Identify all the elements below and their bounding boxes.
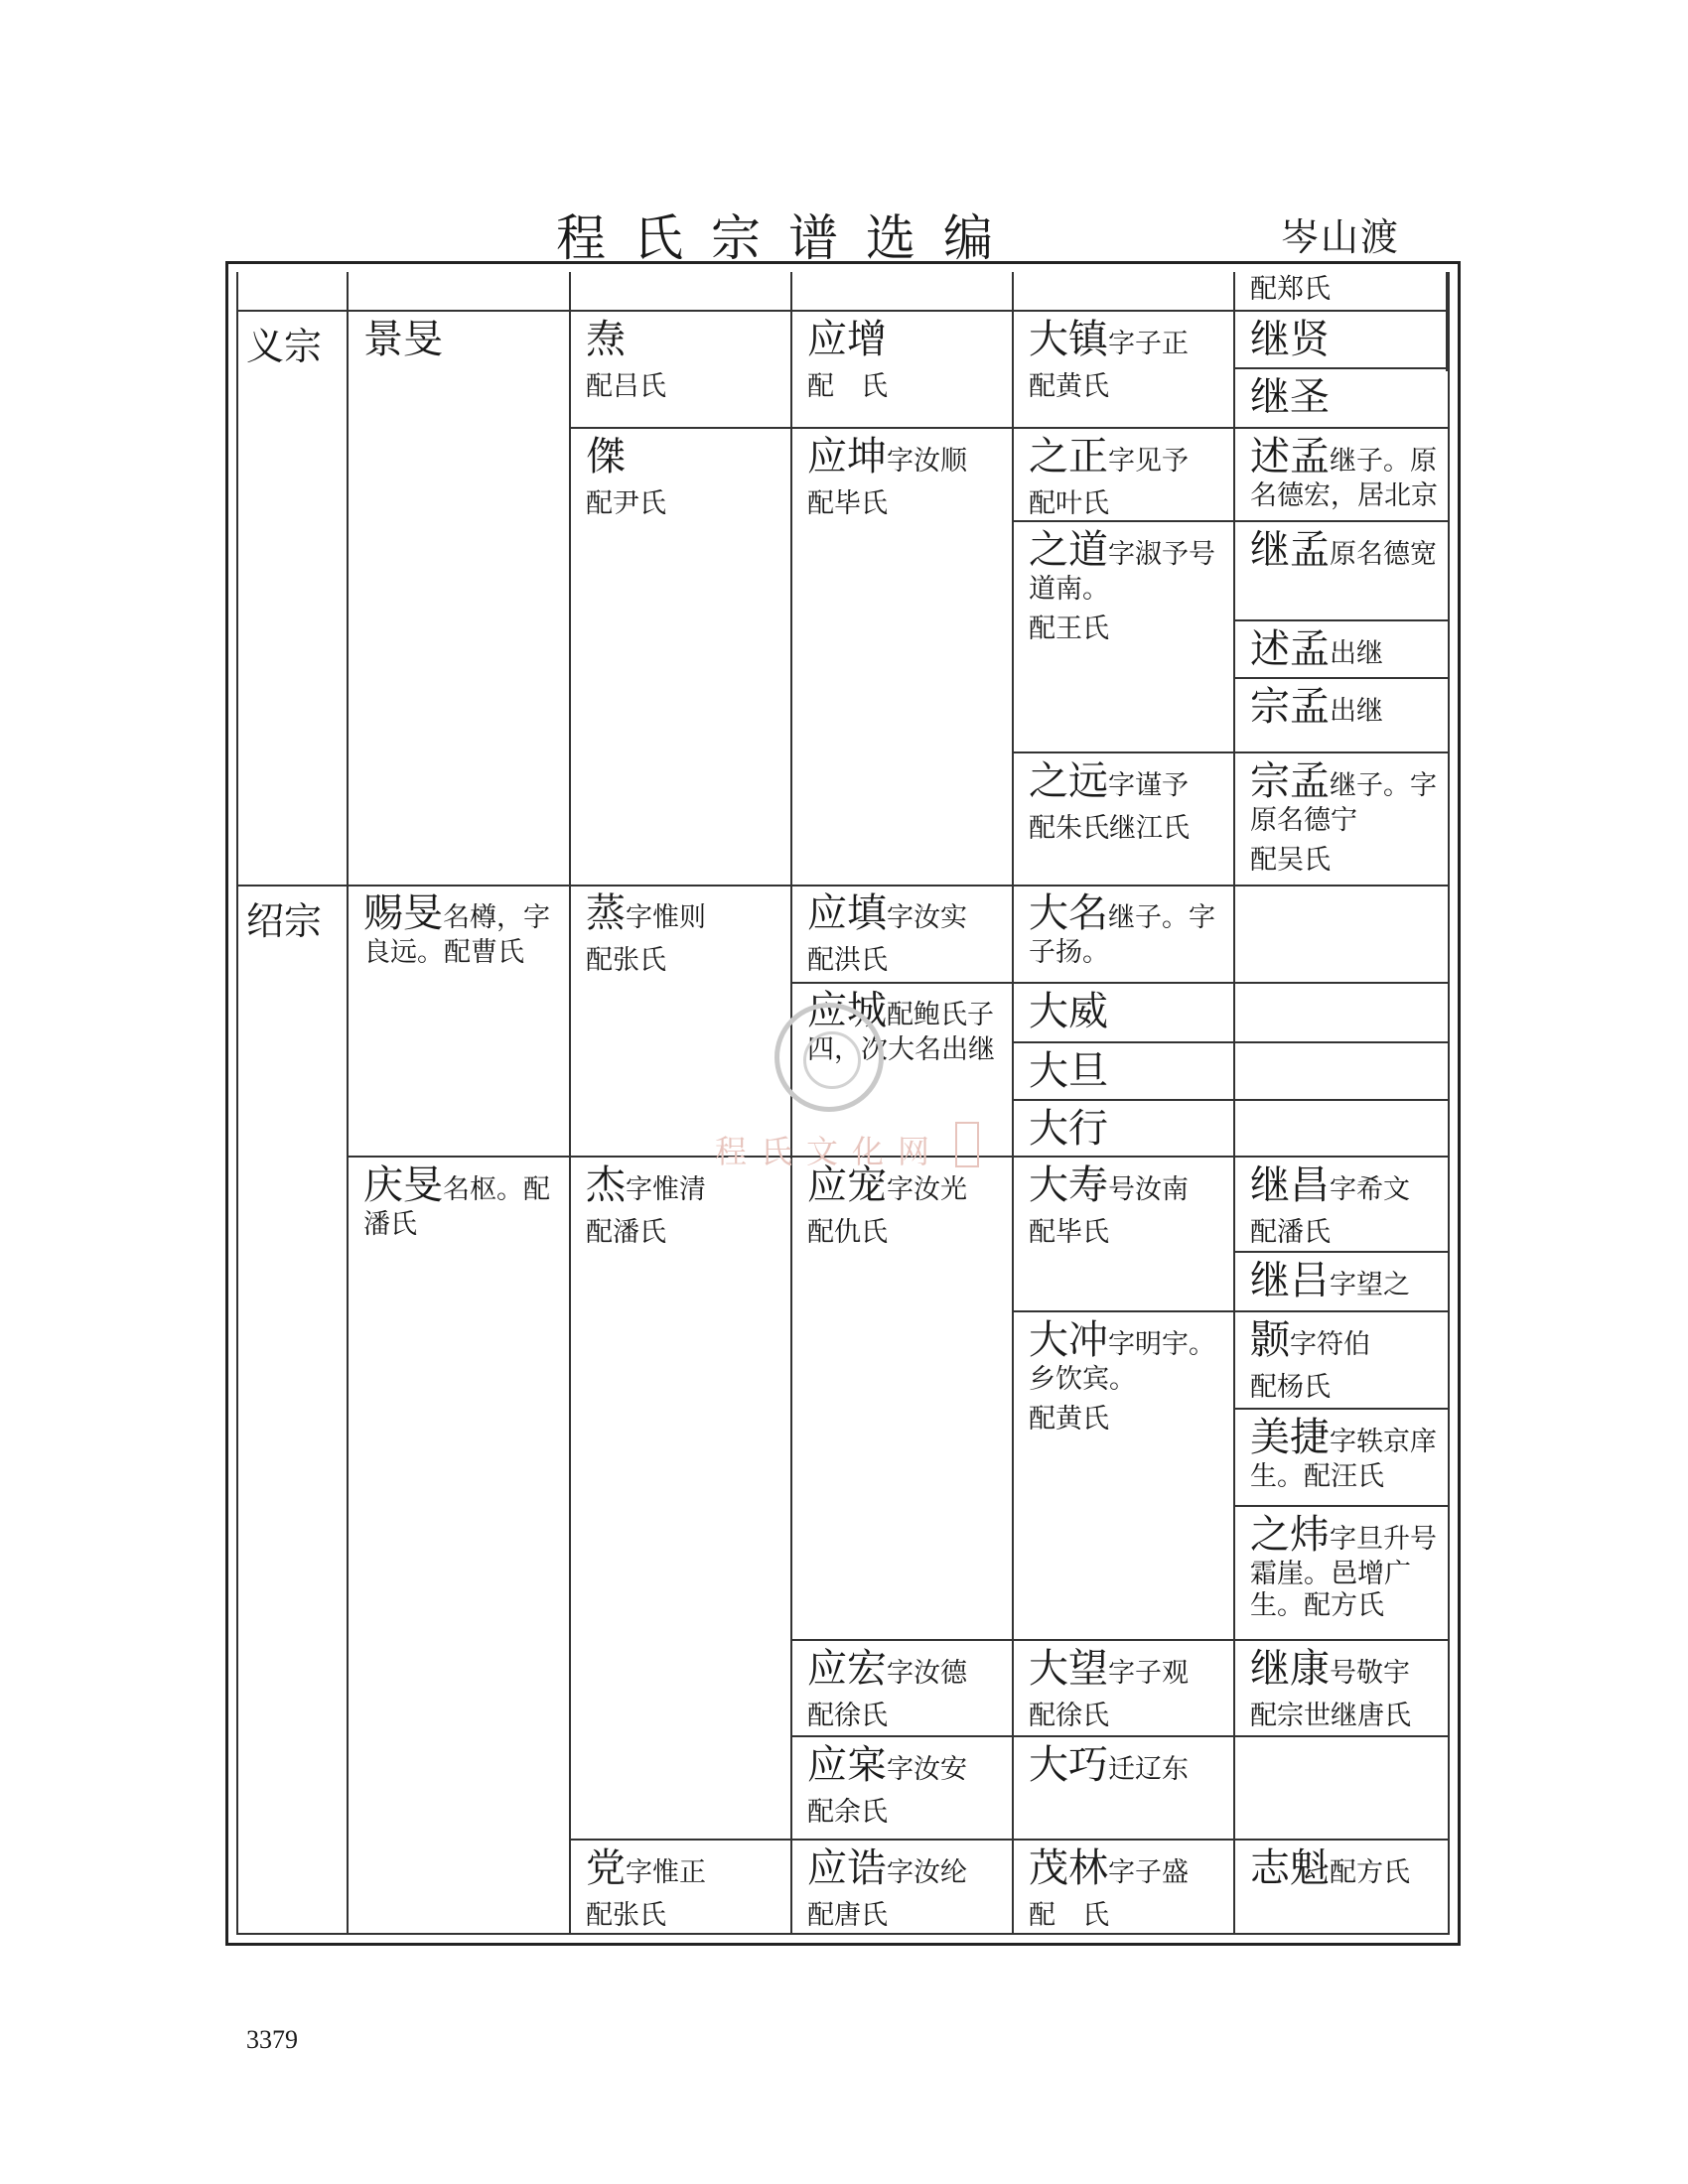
gen5-entry: 述孟继子。原名德宏，居北京 xyxy=(1250,434,1438,511)
gen4-entry: 大镇字子正 配黄氏 xyxy=(1029,317,1189,402)
page-number: 3379 xyxy=(246,2025,298,2054)
gen2-entry: 傑 配尹氏 xyxy=(586,434,666,519)
gen5-entry: 继吕字望之 xyxy=(1250,1258,1410,1303)
branch-label-yizong: 义宗 xyxy=(246,325,323,368)
gen5-entry: 颢字符伯 配杨氏 xyxy=(1250,1317,1370,1403)
gen3-entry: 应诰字汝纶 配唐氏 xyxy=(807,1845,967,1931)
gen1-entry: 赐旻名樽，字良远。配曹氏 xyxy=(363,890,550,968)
branch-label-shaozong: 绍宗 xyxy=(246,899,323,943)
gen5-entry: 继昌字希文 配潘氏 xyxy=(1250,1162,1410,1248)
gen5-entry: 美捷字轶京庠生。配汪氏 xyxy=(1250,1415,1437,1492)
gen3-entry: 应宠字汝光 配仇氏 xyxy=(807,1162,967,1248)
gen5-entry: 宗孟出继 xyxy=(1250,684,1383,730)
gen4-entry: 之道字淑予号道南。 配王氏 xyxy=(1029,527,1215,645)
gen4-entry: 之远字谨予 配朱氏继江氏 xyxy=(1029,758,1190,844)
gen4-entry: 大寿号汝南 配毕氏 xyxy=(1029,1162,1189,1248)
gen3-entry: 应增 配 氏 xyxy=(807,317,888,402)
gen4-entry: 之正字见予 配叶氏 xyxy=(1029,434,1189,519)
gen5-entry: 志魁配方氏 xyxy=(1250,1845,1410,1891)
gen5-entry: 继孟原名德宽 xyxy=(1250,527,1437,573)
gen3-entry: 应宲字汝安 配余氏 xyxy=(807,1742,967,1828)
gen1-entry: 庆旻名枢。配潘氏 xyxy=(363,1162,550,1240)
gen3-entry: 应坤字汝顺 配毕氏 xyxy=(807,434,967,519)
gen4-entry: 大名继子。字子扬。 xyxy=(1029,890,1215,968)
gen4-entry: 茂林字子盛 配 氏 xyxy=(1029,1845,1189,1931)
gen4-entry: 大望字子观 配徐氏 xyxy=(1029,1646,1189,1731)
branch-title: 岑山渡 xyxy=(1281,215,1401,259)
gen5-entry: 之炜字旦升号霜崖。邑增广生。配方氏 xyxy=(1250,1512,1437,1622)
gen5-entry: 宗孟继子。字原名德宁 配吴氏 xyxy=(1250,758,1437,877)
gen2-entry: 蒸字惟则 配张氏 xyxy=(586,890,706,976)
gen4-entry: 大威 xyxy=(1029,989,1108,1034)
gen4-entry: 大旦 xyxy=(1029,1048,1108,1094)
gen3-entry: 应填字汝实 配洪氏 xyxy=(807,890,967,976)
gen4-entry: 大巧迁辽东 xyxy=(1029,1742,1189,1788)
site-watermark: 程氏文化网 xyxy=(715,1133,944,1170)
gen2-entry: 焘 配吕氏 xyxy=(586,317,666,402)
small-seal-icon xyxy=(955,1122,979,1167)
gen5-entry: 述孟出继 xyxy=(1250,626,1383,672)
gen5-entry: 继康号敬宇 配宗世继唐氏 xyxy=(1250,1646,1411,1731)
seal-watermark-icon xyxy=(774,1003,884,1112)
gen2-entry: 杰字惟清 配潘氏 xyxy=(586,1162,706,1248)
gen3-entry: 应城配鲍氏子四，次大名出继 xyxy=(807,988,995,1065)
gen3-entry: 应宏字汝德 配徐氏 xyxy=(807,1646,967,1731)
gen5-entry: 配郑氏 xyxy=(1250,274,1331,305)
gen5-entry: 继贤 xyxy=(1250,317,1330,362)
gen2-entry: 党字惟正 配张氏 xyxy=(586,1845,706,1931)
gen4-entry: 大冲字明宇。乡饮宾。 配黄氏 xyxy=(1029,1317,1215,1435)
gen1-entry: 景旻 xyxy=(363,317,443,362)
gen5-entry: 继圣 xyxy=(1250,374,1330,420)
gen4-entry: 大行 xyxy=(1029,1106,1108,1152)
page-title: 程氏宗谱选编 xyxy=(556,209,1021,267)
